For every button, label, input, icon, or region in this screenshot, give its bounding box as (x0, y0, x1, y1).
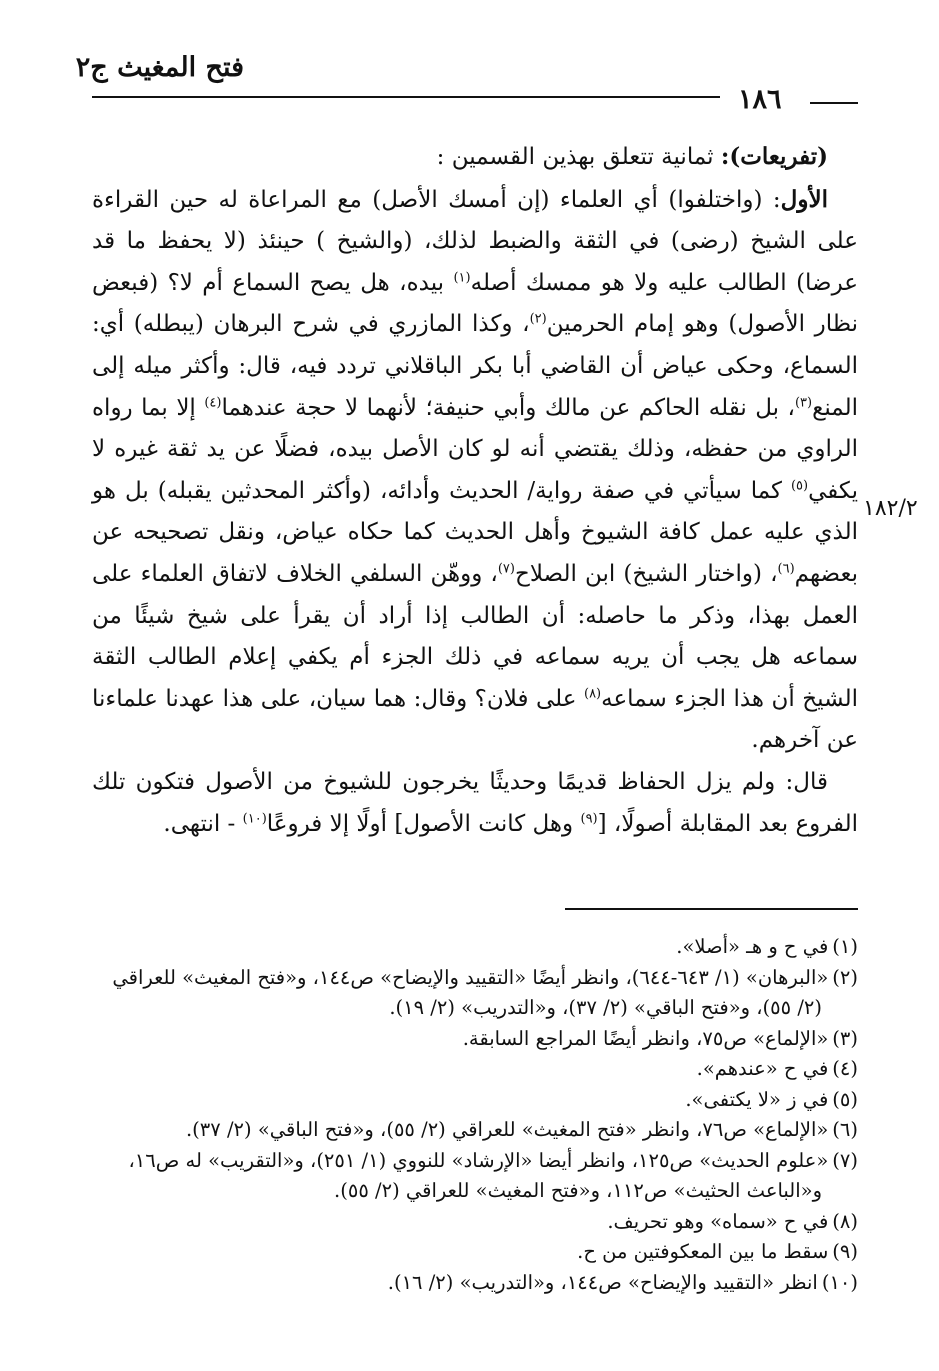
footnote-ref: (٨) (583, 686, 602, 702)
footnote-text: «علوم الحديث» ص١٢٥، وانظر أيضا «الإرشاد» للنووي (١/ ٢٥١)، و«التقريب» له ص١٦، (128, 1148, 829, 1172)
text-segment: كما سيأتي في صفة رواية/ الحديث وأدائه، (وأكثر المحدثين يقبله) بل هو الذي عليه عمل كافة الشيوخ وأهل الحديث كما حكاه عياض، ونقل تصحيحه عن بعضهم (92, 477, 858, 587)
tafriat-text: ثمانية تتعلق بهذين القسمين : (436, 144, 721, 170)
footnote-ref: (١) (453, 270, 471, 286)
footnote-ref: (١٠) (242, 810, 267, 826)
footnote-number: (٥) (832, 1087, 858, 1111)
paragraph-first (92, 179, 858, 762)
footnote (92, 1268, 858, 1299)
footnote-separator (565, 908, 858, 910)
footnote-text: في ح «سماه» وهو تحريف. (607, 1209, 829, 1233)
first-heading: الأول (780, 185, 828, 213)
page-number: ١٨٦ (738, 84, 782, 115)
header-rule (92, 96, 720, 98)
footnotes (92, 932, 858, 1298)
footnote (92, 1085, 858, 1116)
text-segment: وهل كانت الأصول] أولًا إلا فروعًا (266, 810, 581, 837)
footnote-number: (٤) (832, 1057, 858, 1080)
text-segment: ، بل نقله الحاكم عن مالك وأبي حنيفة؛ لأنهما لا حجة عندهما (221, 394, 795, 421)
footnote-ref: (٥) (790, 478, 809, 494)
footnote-continuation: (٢/ ٥٥)، و«فتح الباقي» (٢/ ٣٧)، و«التدريب» (٢/ ١٩). (389, 996, 822, 1019)
footnote (92, 1237, 858, 1268)
margin-page-reference: ١٨٢/٢ (863, 496, 918, 521)
footnote-ref: (٩) (580, 810, 598, 826)
footnote-text: «البرهان» (١/ ٦٤٣-٦٤٤)، وانظر أيضًا «التقييد والإيضاح» ص١٤٤، و«فتح المغيث» للعراقي (112, 965, 829, 989)
footnote (92, 932, 858, 963)
text-segment: ، ووهّن السلفي الخلاف لاتفاق العلماء على العمل بهذا، وذكر ما حاصله: أن الطالب إذا أراد أن يقرأ على شيخ شيئًا من سماعه هل يجب أن يريه سماعه في ذلك الجزء أم يكفي إعلام الطالب الثقة الشيخ أن هذا الجزء سماعه (92, 560, 859, 712)
footnote-number: (٦) (832, 1118, 858, 1141)
footnote-ref: (٤) (204, 394, 222, 410)
footnote (92, 1054, 858, 1085)
footnote-number: (٣) (832, 1026, 858, 1050)
footnote-text: «الإلماع» ص٧٦، وانظر «فتح المغيث» للعراقي (٢/ ٥٥)، و«فتح الباقي» (٢/ ٣٧). (185, 1118, 829, 1141)
footnote-text: في ح «عندهم». (696, 1057, 829, 1080)
footnote-number: (١٠) (821, 1270, 858, 1294)
main-text (92, 136, 858, 845)
page-number-dash (810, 102, 858, 104)
text-segment: قال: ولم يزل الحفاظ قديمًا وحديثًا يخرجون للشيوخ من الأصول فتكون تلك الفروع بعد المقابلة أصولًا، [ (92, 768, 858, 837)
footnote-text: «الإلماع» ص٧٥، وانظر أيضًا المراجع السابقة. (462, 1026, 829, 1050)
footnote-ref: (٦) (777, 561, 795, 577)
footnote (92, 963, 858, 994)
text-segment: بيده، هل يصح السماع أم لا؟ (فبعض نظار الأصول) وهو إمام الحرمين (92, 269, 858, 338)
text-segment: ، وكذا المازري في شرح البرهان (يبطله) أي: السماع، وحكى عياض أن القاضي أبا بكر الباقلاني تردد فيه، قال: وأكثر ميله إلى المنع (92, 311, 858, 421)
text-segment: إلا بما رواه الراوي من حفظه، وذلك يقتضي أنه لو كان الأصل بيده، فضلًا عن يد ثقة غيره لا يكفي (92, 394, 858, 504)
text-segment: على فلان؟ وقال: هما سيان، على هذا عهدنا علماءنا عن آخرهم. (92, 685, 858, 754)
text-segment: : (واختلفوا) أي العلماء (إن أمسك الأصل) مع المراعاة له حين القراءة على الشيخ (رضى) في الثقة والضبط لذلك، (والشيخ ) حينئذ (لا يحفظ ما قد عرضا) الطالب عليه ولا هو ممسك أصله (92, 186, 858, 296)
footnote-text: في ح و هـ «أصلا». (676, 935, 829, 958)
footnote-text: انظر «التقييد والإيضاح» ص١٤٤، و«التدريب» (٢/ ١٦). (387, 1270, 818, 1294)
footnote-text: سقط ما بين المعكوفتين من ح. (577, 1240, 829, 1263)
paragraph-tafriat (92, 136, 858, 179)
footnote (92, 1115, 858, 1146)
text-segment: - انتهى. (163, 810, 243, 837)
footnote-number: (١) (832, 935, 858, 958)
footnote-continuation: و«الباعث الحثيث» ص١١٢، و«فتح المغيث» للعراقي (٢/ ٥٥). (334, 1179, 822, 1202)
footnote (92, 1146, 858, 1177)
text-segment: ، (واختار الشيخ) ابن الصلاح (514, 560, 778, 587)
footnote-text: في ز «لا يكتفى». (685, 1087, 829, 1111)
footnote (92, 1024, 858, 1055)
footnote-number: (٧) (832, 1148, 858, 1172)
footnote-number: (٩) (832, 1240, 858, 1263)
footnote-ref: (٣) (794, 394, 813, 410)
paragraph-qala (92, 762, 858, 845)
footnote-number: (٨) (832, 1209, 858, 1233)
footnote-number: (٢) (832, 965, 858, 989)
footnote-ref: (٧) (497, 561, 515, 577)
running-title: فتح المغيث ج٢ (75, 52, 244, 83)
tafriat-heading: (تفريعات): (720, 143, 828, 170)
footnote-ref: (٢) (529, 311, 547, 327)
footnote (92, 1207, 858, 1238)
